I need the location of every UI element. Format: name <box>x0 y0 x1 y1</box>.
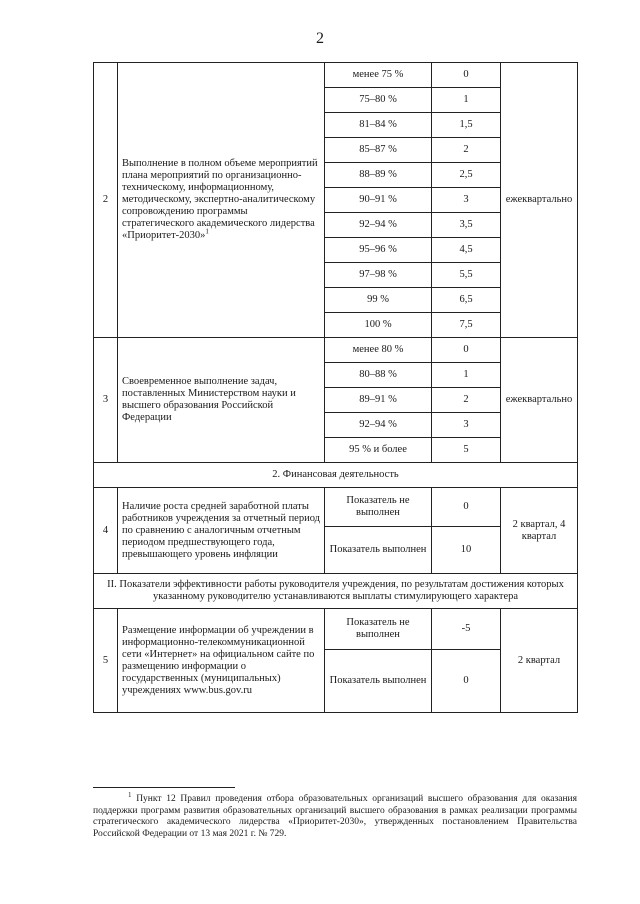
footnote <box>93 790 578 840</box>
row-number: 4 <box>94 488 118 574</box>
section-heading-ii <box>94 574 578 609</box>
criterion-value: 2 <box>432 138 501 163</box>
criterion-value: 5,5 <box>432 263 501 288</box>
report-period: ежеквартально <box>501 63 578 338</box>
criterion-value: 10 <box>432 527 501 574</box>
footnote-reference: 1 <box>205 227 209 236</box>
criterion-label: 89–91 % <box>325 388 432 413</box>
table-row-2 <box>94 63 578 88</box>
table-row-4 <box>94 488 578 527</box>
criterion-value: 3 <box>432 413 501 438</box>
criterion-value: 2,5 <box>432 163 501 188</box>
indicator-description: Размещение информации об учреждении в информационно-телекоммуникационной сети «Интернет» на официальном сайте по размещению информации о государственных (муниципальных) учреждениях www.bus.gov.ru <box>118 609 325 713</box>
report-period: 2 квартал <box>501 609 578 713</box>
row-number: 2 <box>94 63 118 338</box>
criterion-label: 92–94 % <box>325 213 432 238</box>
criterion-label: 95 % и более <box>325 438 432 463</box>
criterion-label: Показатель не выполнен <box>325 609 432 650</box>
criterion-value: 2 <box>432 388 501 413</box>
section-title: II. Показатели эффективности работы руководителя учреждения, по результатам достижения которых указанному руководителю устанавливаются выплаты стимулирующего характера <box>94 574 578 609</box>
indicator-description: Выполнение в полном объеме мероприятий плана мероприятий по организационно-техническому, информационному, методическому, экспертно-аналитическому сопровождению программы стратегического академического лидерства «Приоритет-2030»$^1$ <box>118 63 325 338</box>
criterion-label: Показатель выполнен <box>325 650 432 713</box>
criterion-value: 6,5 <box>432 288 501 313</box>
report-period: 2 квартал, 4 квартал <box>501 488 578 574</box>
criterion-value: 5 <box>432 438 501 463</box>
indicator-description: Наличие роста средней заработной платы работников учреждения за отчетный период по сравнению с аналогичным отчетным периодом предшествующего года, превышающего уровень инфляции <box>118 488 325 574</box>
criterion-label: менее 75 % <box>325 63 432 88</box>
criterion-label: 88–89 % <box>325 163 432 188</box>
footnote-text: Пункт 12 Правил проведения отбора образовательных организаций высшего образования для оказания поддержки программ развития образовательных организаций высшего образования в рамках реализации программы стратегического академического лидерства «Приоритет-2030», утвержденных постановлением Правительства Российской Федерации от 13 мая 2021 г. № 729. <box>93 794 578 839</box>
criterion-label: 99 % <box>325 288 432 313</box>
table-row-5 <box>94 609 578 650</box>
indicators-table <box>93 62 578 713</box>
criterion-value: 1 <box>432 363 501 388</box>
footnote-divider <box>93 787 235 788</box>
criterion-label: 75–80 % <box>325 88 432 113</box>
row-number: 3 <box>94 338 118 463</box>
criterion-label: Показатель выполнен <box>325 527 432 574</box>
criterion-value: -5 <box>432 609 501 650</box>
criterion-value: 3,5 <box>432 213 501 238</box>
page-number: 2 <box>316 30 324 47</box>
section-heading-financial <box>94 463 578 488</box>
table-row-3 <box>94 338 578 363</box>
criterion-label: 90–91 % <box>325 188 432 213</box>
criterion-value: 0 <box>432 650 501 713</box>
criterion-label: 81–84 % <box>325 113 432 138</box>
criterion-value: 0 <box>432 63 501 88</box>
criterion-label: 95–96 % <box>325 238 432 263</box>
row-number: 5 <box>94 609 118 713</box>
criterion-value: 0 <box>432 488 501 527</box>
criterion-label: 100 % <box>325 313 432 338</box>
indicator-description: Своевременное выполнение задач, поставленных Министерством науки и высшего образования Российской Федерации <box>118 338 325 463</box>
section-title: 2. Финансовая деятельность <box>94 463 578 488</box>
report-period: ежеквартально <box>501 338 578 463</box>
criterion-value: 1 <box>432 88 501 113</box>
criterion-label: 80–88 % <box>325 363 432 388</box>
criterion-label: Показатель не выполнен <box>325 488 432 527</box>
criterion-label: 97–98 % <box>325 263 432 288</box>
criterion-value: 3 <box>432 188 501 213</box>
criterion-label: менее 80 % <box>325 338 432 363</box>
criterion-value: 7,5 <box>432 313 501 338</box>
criterion-label: 92–94 % <box>325 413 432 438</box>
criterion-value: 4,5 <box>432 238 501 263</box>
criterion-value: 0 <box>432 338 501 363</box>
criterion-value: 1,5 <box>432 113 501 138</box>
footnote-mark: 1 <box>128 790 132 799</box>
criterion-label: 85–87 % <box>325 138 432 163</box>
